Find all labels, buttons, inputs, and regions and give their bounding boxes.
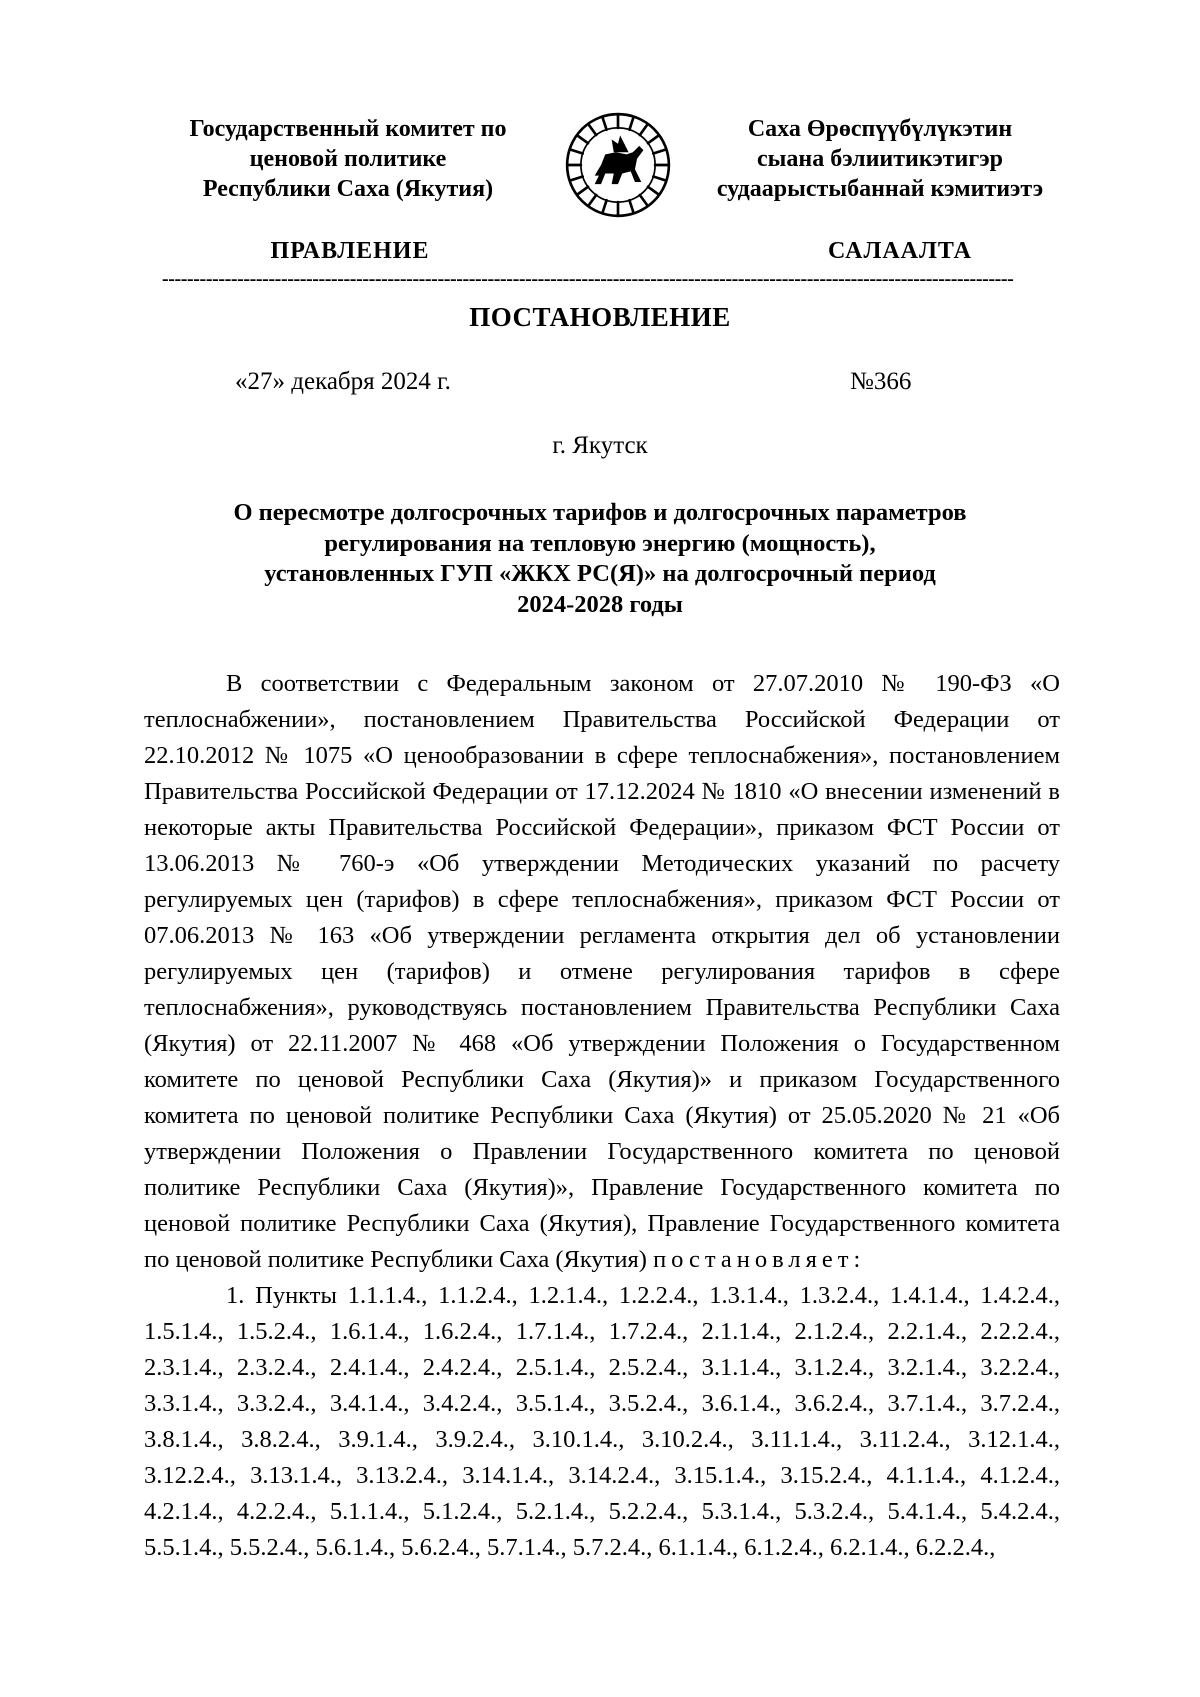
subject-line: установленных ГУП «ЖКХ РС(Я)» на долгосрочный период [264,560,936,587]
header-left-line: Государственный комитет по [189,116,507,142]
header-left-line: ценовой политике [249,146,447,172]
document-type: ПОСТАНОВЛЕНИЕ [469,302,731,332]
header-right-line: сыана бэлиитикэтигэр [756,146,1003,172]
yakutia-coat-of-arms-icon [565,112,671,218]
preamble-paragraph [144,666,1060,1278]
item-1-paragraph: 1. Пункты 1.1.1.4., 1.1.2.4., 1.2.1.4., 1.2.2.4., 1.3.1.4., 1.3.2.4., 1.4.1.4., 1.4.2.4., 1.5.1.4., 1.5.2.4., 1.6.1.4., 1.6.2.4., 1.7.1.4., 1.7.2.4., 2.1.1.4., 2.1.2.4., 2.2.1.4., 2.2.2.4., 2.3.1.4., 2.3.2.4., 2.4.1.4., 2.4.2.4., 2.5.1.4., 2.5.2.4., 3.1.1.4., 3.1.2.4., 3.2.1.4., 3.2.2.4., 3.3.1.4., 3.3.2.4., 3.4.1.4., 3.4.2.4., 3.5.1.4., 3.5.2.4., 3.6.1.4., 3.6.2.4., 3.7.1.4., 3.7.2.4., 3.8.1.4., 3.8.2.4., 3.9.1.4., 3.9.2.4., 3.10.1.4., 3.10.2.4., 3.11.1.4., 3.11.2.4., 3.12.1.4., 3.12.2.4., 3.13.1.4., 3.13.2.4., 3.14.1.4., 3.14.2.4., 3.15.1.4., 3.15.2.4., 4.1.1.4., 4.1.2.4., 4.2.1.4., 4.2.2.4., 5.1.1.4., 5.1.2.4., 5.2.1.4., 5.2.2.4., 5.3.1.4., 5.3.2.4., 5.4.1.4., 5.4.2.4., 5.5.1.4., 5.5.2.4., 5.6.1.4., 5.6.2.4., 5.7.1.4., 5.7.2.4., 6.1.1.4., 6.1.2.4., 6.2.1.4., 6.2.2.4., [144,1282,1060,1561]
subject-line: регулирования на тепловую энергию (мощность), [324,529,876,557]
header-left-ru [148,114,548,204]
header-right-line: судаарыстыбаннай кэмитиэтэ [716,176,1044,202]
board-title-sah: САЛААЛТА [827,238,973,264]
document-subject [160,498,1040,620]
preamble-text: В соответствии с Федеральным законом от 27.07.2010 № 190-ФЗ «О теплоснабжении», постановлением Правительства Российской Федерации от 22.10.2012 № 1075 «О ценообразовании в сфере теплоснабжения», постановлением Правительства Российской Федерации от 17.12.2024 № 1810 «О внесении изменений в некоторые акты Правительства Российской Федерации», приказом ФСТ России от 13.06.2013 № 760-э «Об утверждении Методических указаний по расчету регулируемых цен (тарифов) в сфере теплоснабжения», приказом ФСТ России от 07.06.2013 № 163 «Об утверждении регламента открытия дел об установлении регулируемых цен (тарифов) и отмене регулирования тарифов в сфере теплоснабжения», руководствуясь постановлением Правительства Республики Саха (Якутия) от 22.11.2007 № 468 «Об утверждении Положения о Государственном комитете по ценовой Республики Саха (Якутия)» и приказом Государственного комитета по ценовой политике Республики Саха (Якутия) от 25.05.2020 № 21 «Об утверждении Положения о Правлении Государственного комитета по ценовой политике Республики Саха (Якутия)», Правление Государственного комитета по ценовой политике Республики Саха (Якутия), Правление Государственного комитета по ценовой политике Республики Саха (Якутия) [144,670,1060,1273]
document-date: «27» декабря 2024 г. [235,368,451,395]
subject-line: 2024-2028 годы [517,590,683,618]
header-right-line: Саха Өрөспүүбүлүкэтин [747,116,1013,142]
header-right-sah [680,114,1080,204]
header-left-line: Республики Саха (Якутия) [202,176,494,202]
board-title-ru: ПРАВЛЕНИЕ [270,238,430,264]
dashed-divider: ---------------------------------------------------------------------------------------------------------------------------------------- [162,273,1014,285]
subject-line: О пересмотре долгосрочных тарифов и долгосрочных параметров [233,499,967,526]
document-number: №366 [850,368,912,395]
decree-word: постановляет: [653,1246,866,1273]
document-city: г. Якутск [552,432,648,459]
document-body [144,666,1060,1566]
